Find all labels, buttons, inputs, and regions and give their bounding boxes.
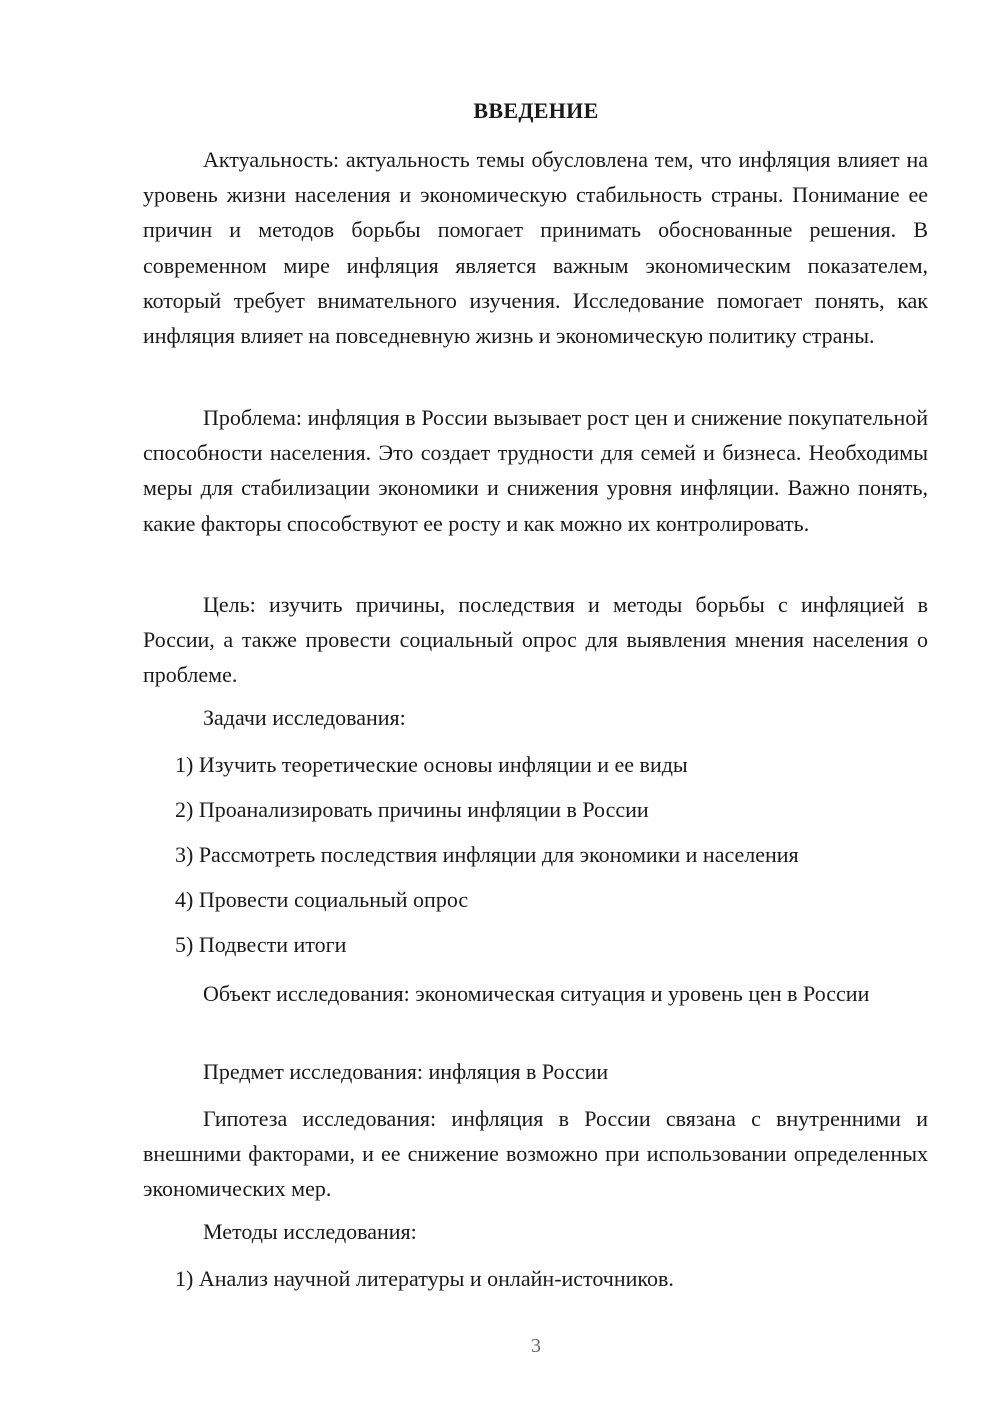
list-item-task-4: 4) Провести социальный опрос [175, 887, 469, 912]
list-item-task-2: 2) Проанализировать причины инфляции в России [175, 797, 649, 822]
methods-heading: Методы исследования: [203, 1219, 417, 1244]
paragraph-object: Объект исследования: экономическая ситуация и уровень цен в России [203, 981, 870, 1006]
paragraph-subject: Предмет исследования: инфляция в России [203, 1059, 609, 1084]
list-item-task-3: 3) Рассмотреть последствия инфляции для экономики и населения [175, 842, 799, 867]
tasks-heading: Задачи исследования: [203, 705, 406, 730]
list-item-method-1: 1) Анализ научной литературы и онлайн-источников. [175, 1266, 674, 1291]
list-item-task-5: 5) Подвести итоги [175, 932, 347, 957]
paragraph-problem: Проблема: инфляция в России вызывает рост цен и снижение покупательной способности населения. Это создает трудности для семей и бизнеса. Необходимы меры для стабилизации экономики и снижения уровня инфляции. Важно понять, какие факторы способствуют ее росту и как можно их контролировать. [143, 405, 928, 536]
paragraph-hypothesis: Гипотеза исследования: инфляция в России связана с внутренними и внешними факторами, и ее снижение возможно при использовании определенных экономических мер. [143, 1106, 928, 1202]
page-number: 3 [531, 1335, 541, 1357]
paragraph-relevance: Актуальность: актуальность темы обусловлена тем, что инфляция влияет на уровень жизни населения и экономическую стабильность страны. Понимание ее причин и методов борьбы помогает принимать обоснованные решения. В современном мире инфляция является важным экономическим показателем, который требует внимательного изучения. Исследование помогает понять, как инфляция влияет на повседневную жизнь и экономическую политику страны. [143, 147, 928, 349]
page-title: ВВЕДЕНИЕ [473, 98, 599, 123]
list-item-task-1: 1) Изучить теоретические основы инфляции и ее виды [175, 752, 688, 777]
paragraph-goal: Цель: изучить причины, последствия и методы борьбы с инфляцией в России, а также провести социальный опрос для выявления мнения населения о проблеме. [143, 592, 928, 688]
